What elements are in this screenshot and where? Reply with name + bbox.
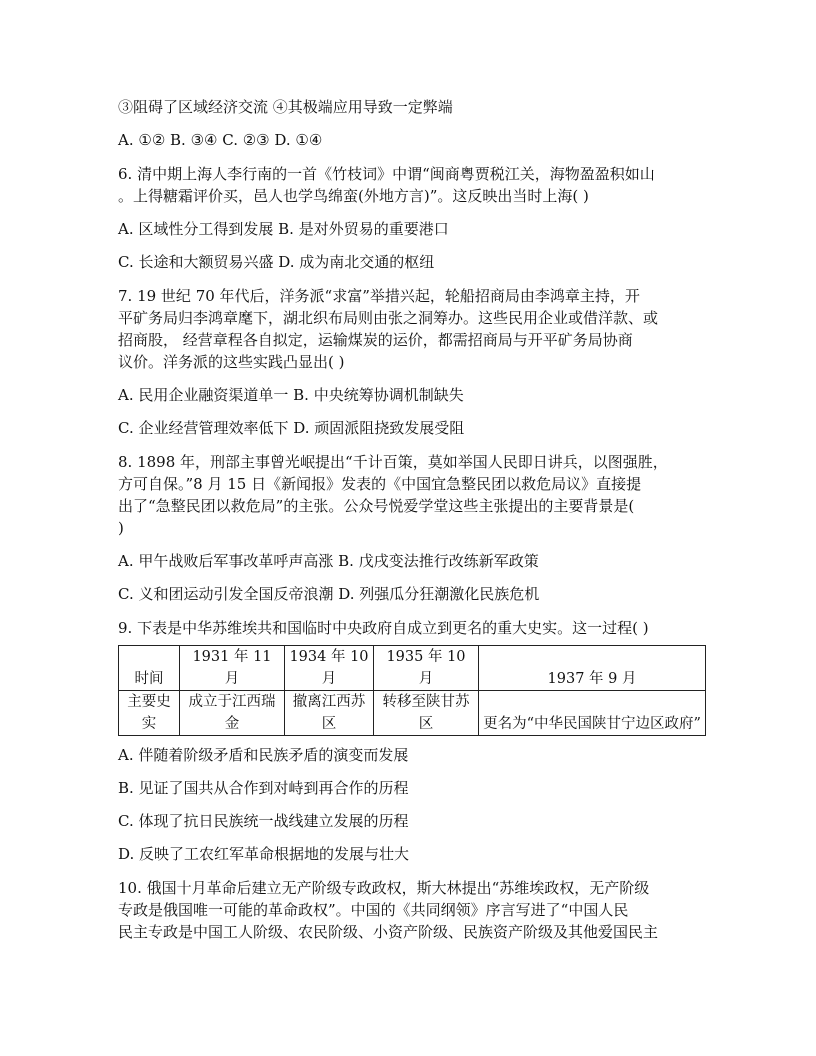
q5-options: A. ①② B. ③④ C. ②③ D. ①④: [118, 131, 323, 149]
history-table: [118, 645, 706, 736]
q9-option-c: C. 体现了抗日民族统一战线建立发展的历程: [118, 812, 409, 830]
q5-statement-line: ③阻碍了区域经济交流 ④其极端应用导致一定弊端: [118, 98, 453, 116]
q8-options-ab: A. 甲午战败后军事改革呼声高涨 B. 戊戌变法推行改练新军政策: [118, 552, 539, 570]
q6-stem-line-2: 。上得糖霜评价买，邑人也学鸟绵蛮(外地方言)”。这反映出当时上海( ): [118, 187, 589, 205]
table-row: [119, 646, 706, 691]
table-cell: 撤离江西苏区: [285, 691, 374, 736]
q9-option-b: B. 见证了国共从合作到对峙到再合作的历程: [118, 779, 409, 797]
q6-stem-line-1: 6. 清中期上海人李行南的一首《竹枝词》中谓“闽商粤贾税江关，海物盈盈积如山: [118, 165, 655, 183]
table-cell: 时间: [119, 646, 180, 691]
q8-options-cd: C. 义和团运动引发全国反帝浪潮 D. 列强瓜分狂潮激化民族危机: [118, 585, 540, 603]
table-cell: 1937 年 9 月: [479, 646, 706, 691]
table-cell: 更名为“中华民国陕甘宁边区政府”: [479, 691, 706, 736]
exam-page: [118, 96, 704, 943]
table-cell: 成立于江西瑞金: [180, 691, 285, 736]
q7-options-cd: C. 企业经营管理效率低下 D. 顽固派阻挠致发展受阻: [118, 419, 465, 437]
q8-stem-line-4: ): [118, 519, 124, 537]
q10-stem-line-2: 专政是俄国唯一可能的革命政权”。中国的《共同纲领》序言写进了“中国人民: [118, 901, 629, 919]
q9-stem: 9. 下表是中华苏维埃共和国临时中央政府自成立到更名的重大史实。这一过程( ): [118, 619, 649, 637]
table-cell: 主要史实: [119, 691, 180, 736]
q8-stem-line-2: 方可自保。”8 月 15 日《新闻报》发表的《中国宜急整民团以救危局议》直接提: [118, 475, 642, 493]
q7-stem-line-2: 平矿务局归李鸿章麾下，湖北织布局则由张之洞筹办。这些民用企业或借洋款、或: [118, 309, 659, 327]
table-cell: 1935 年 10 月: [374, 646, 479, 691]
q10-stem-line-1: 10. 俄国十月革命后建立无产阶级专政政权，斯大林提出“苏维埃政权，无产阶级: [118, 879, 650, 897]
q7-stem-line-3: 招商股， 经营章程各自拟定，运输煤炭的运价，都需招商局与开平矿务局协商: [118, 331, 633, 349]
q6-options-ab: A. 区域性分工得到发展 B. 是对外贸易的重要港口: [118, 220, 449, 238]
table-row: [119, 691, 706, 736]
q7-stem-line-1: 7. 19 世纪 70 年代后，洋务派“求富”举措兴起，轮船招商局由李鸿章主持，开: [118, 287, 640, 305]
q7-stem-line-4: 议价。洋务派的这些实践凸显出( ): [118, 353, 345, 371]
q9-option-a: A. 伴随着阶级矛盾和民族矛盾的演变而发展: [118, 746, 409, 764]
table-cell: 1931 年 11 月: [180, 646, 285, 691]
table-cell: 转移至陕甘苏区: [374, 691, 479, 736]
q7-options-ab: A. 民用企业融资渠道单一 B. 中央统筹协调机制缺失: [118, 386, 464, 404]
table-cell: 1934 年 10 月: [285, 646, 374, 691]
q10-stem-line-3: 民主专政是中国工人阶级、农民阶级、小资产阶级、民族资产阶级及其他爱国民主: [118, 923, 659, 941]
q8-stem-line-1: 8. 1898 年，刑部主事曾光岷提出“千计百策，莫如举国人民即日讲兵，以图强胜，: [118, 453, 668, 471]
q8-stem-line-3: 出了“急整民团以救危局”的主张。公众号悦爱学堂这些主张提出的主要背景是(: [118, 497, 635, 515]
q9-option-d: D. 反映了工农红军革命根据地的发展与壮大: [118, 845, 410, 863]
q6-options-cd: C. 长途和大额贸易兴盛 D. 成为南北交通的枢纽: [118, 253, 435, 271]
